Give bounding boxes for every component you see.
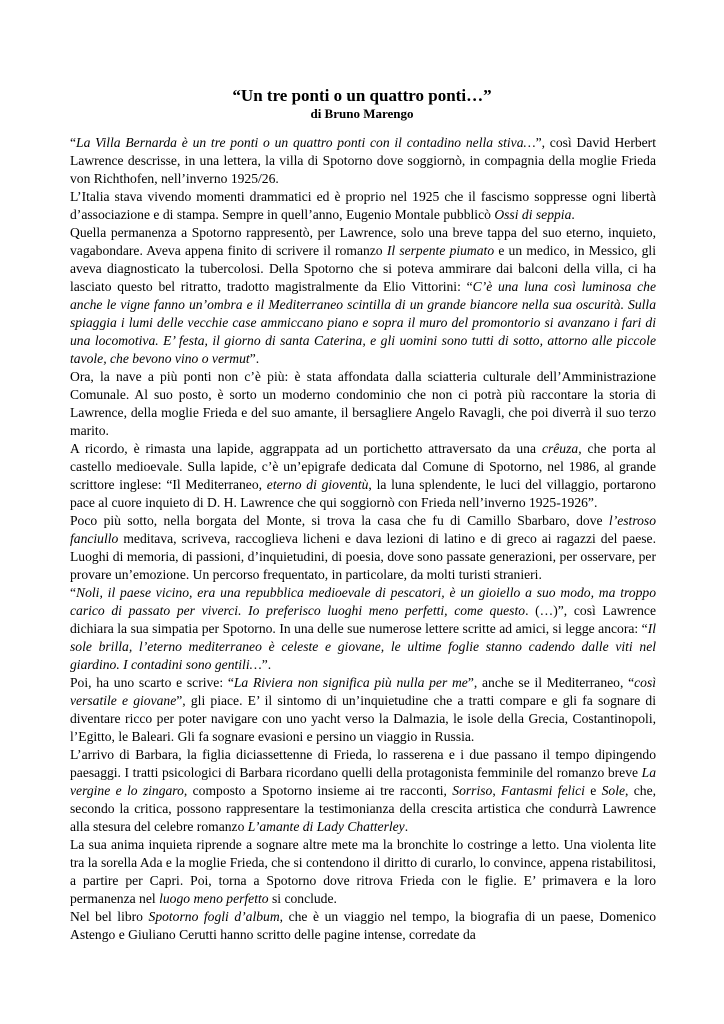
- italic-run: Spotorno fogli d’album: [148, 909, 280, 924]
- paragraph-11: [70, 908, 656, 944]
- paragraph-6: [70, 512, 656, 584]
- italic-run: eterno di gioventù: [266, 477, 369, 492]
- italic-run: La Riviera non significa più nulla per me: [233, 675, 468, 690]
- italic-run: Noli, il paese vicino, era una repubblica medioevale di pescatori, è un gioiello a suo modo, ma troppo carico di passato per viverci. Io preferisco luoghi meno perfetti, come questo: [70, 585, 656, 618]
- text-run: e: [584, 783, 602, 798]
- text-run: , che porta al castello medioevale. Sulla lapide, c’è un’epigrafe dedicata dal Comune di Spotorno, nel 1986, al grande scrittore inglese: “Il Mediterraneo,: [70, 441, 657, 492]
- paragraph-9: [70, 746, 656, 836]
- text-run: , composto a Spotorno insieme ai tre racconti,: [183, 783, 453, 798]
- text-run: , che è un viaggio nel tempo, la biografia di un paese, Domenico Astengo e Giuliano Cerutti hanno scritto delle pagine intense, corredate da: [70, 909, 656, 942]
- italic-run: Sorriso: [452, 783, 493, 798]
- text-run: meditava, scriveva, raccoglieva licheni e dava lezioni di latino e di greco ai ragazzi del paese. Luoghi di memoria, di passioni, d’inquietudini, di poesia, dove sono passate generazioni, per osservare, per provare un’emozione. Un percorso frequentato, in particolare, da molti turisti stranieri.: [70, 531, 656, 582]
- italic-run: Il sole brilla, l’eterno mediterraneo è celeste e giovane, le ultime foglie stanno cadendo dalle viti nel giardino. I contadini sono gentili…: [70, 621, 656, 672]
- text-run: , che, secondo la critica, possono rappresentare la testimonianza della crescita artistica che condurrà Lawrence alla stesura del celebre romanzo: [70, 783, 657, 834]
- italic-run: La vergine e lo zingaro: [70, 765, 656, 798]
- text-run: .: [571, 207, 575, 222]
- italic-run: luogo meno perfetto: [159, 891, 269, 906]
- text-run: ”.: [261, 657, 272, 672]
- italic-run: Il serpente piumato: [386, 243, 495, 258]
- text-run: ,: [492, 783, 502, 798]
- italic-run: La Villa Bernarda è un tre ponti o un quattro ponti con il contadino nella stiva…: [76, 135, 536, 150]
- paragraph-10: [70, 836, 656, 908]
- article-title: “Un tre ponti o un quattro ponti…”: [232, 86, 492, 105]
- text-run: ”.: [249, 351, 260, 366]
- italic-run: l’estroso fanciullo: [70, 513, 656, 546]
- italic-run: Ossi di seppia: [494, 207, 572, 222]
- text-run: L’Italia stava vivendo momenti drammatici ed è proprio nel 1925 che il fascismo soppresse ogni libertà d’associazione e di stampa. Sempre in quell’anno, Eugenio Montale pubblicò: [70, 189, 656, 222]
- italic-run: Sole: [601, 783, 626, 798]
- article-author: di Bruno Marengo: [310, 106, 414, 121]
- text-run: si conclude.: [268, 891, 337, 906]
- text-run: Nel bel libro: [70, 909, 149, 924]
- text-run: ”, gli piace. E’ il sintomo di un’inquietudine che a tratti compare e gli fa sognare di diventare ricco per poter navigare con uno yacht verso la Dalmazia, le isole della Grecia, Costantinopoli, l’Egitto, le Baleari. Gli fa sognare evasioni e persino un viaggio in Russia.: [70, 693, 657, 744]
- paragraph-4: [70, 368, 656, 440]
- italic-run: così versatile e giovane: [70, 675, 657, 708]
- paragraph-2: [70, 188, 656, 224]
- text-run: , la luna splendente, le luci del villaggio, portarono pace al cuore inquieto di D. H. Lawrence che qui soggiornò con Frieda nell’inverno 1925-1926”.: [70, 477, 656, 510]
- text-run: Ora, la nave a più ponti non c’è più: è stata affondata dalla sciatteria culturale dell’Amministrazione Comunale. Al suo posto, è sorto un moderno condominio che non ci potrà più raccontare la storia di Lawrence, della moglie Frieda e del suo amante, il bersagliere Angelo Ravagli, che poi diverrà il suo terzo marito.: [70, 369, 656, 438]
- paragraph-5: [70, 440, 656, 512]
- text-run: L’arrivo di Barbara, la figlia diciassettenne di Frieda, lo rasserena e i due passano il tempo dipingendo paesaggi. I tratti psicologici di Barbara ricordano quelli della protagonista femminile del romanzo breve: [70, 747, 656, 780]
- text-run: ”, così David Herbert Lawrence descrisse, in una lettera, la villa di Spotorno dove soggiornò, in compagnia della moglie Frieda von Richthofen, nell’inverno 1925/26.: [70, 135, 656, 186]
- text-run: ”, anche se il Mediterraneo, “: [467, 675, 635, 690]
- text-run: La sua anima inquieta riprende a sognare altre mete ma la bronchite lo costringe a letto. Una violenta lite tra la sorella Ada e la moglie Frieda, che si contendono il diritto di curarlo, lo convince, appena ristabilitosi, a partire per Capri. Poi, torna a Spotorno dove ritrova Frieda con le figlie. E’ primavera e la loro permanenza nel: [70, 837, 656, 906]
- text-run: e un medico, in Messico, gli aveva diagnosticato la tubercolosi. Della Spotorno che si poteva ammirare dai balconi della villa, ci ha lasciato questo bel ritratto, tradotto magistralmente da Elio Vittorini: “: [70, 243, 656, 294]
- text-run: “: [70, 135, 77, 150]
- article-body: [70, 134, 656, 944]
- text-run: Poco più sotto, nella borgata del Monte, si trova la casa che fu di Camillo Sbarbaro, dove: [70, 513, 609, 528]
- text-run: .: [404, 819, 409, 834]
- paragraph-3: [70, 224, 656, 368]
- paragraph-7: [70, 584, 656, 674]
- italic-run: Fantasmi felici: [501, 783, 585, 798]
- text-run: . (…)”, così Lawrence dichiara la sua simpatia per Spotorno. In una delle sue numerose lettere scritte ad amici, si legge ancora: “: [70, 603, 656, 636]
- text-run: Poi, ha uno scarto e scrive: “: [70, 675, 234, 690]
- italic-run: C’è una luna così luminosa che anche le vigne fanno un’ombra e il Mediterraneo scintilla di un grande biancore nella sua oscurità. Sulla spiaggia i lumi delle vecchie case ammiccano piano e sopra il muro del promontorio si avanzano i fari di una locomotiva. E’ festa, il giorno di santa Caterina, e gli uomini sono tutti di sotto, attorno alle piccole tavole, che bevono vino o vermut: [70, 279, 656, 366]
- paragraph-1: [70, 134, 656, 188]
- text-run: Quella permanenza a Spotorno rappresentò, per Lawrence, solo una breve tappa del suo eterno, inquieto, vagabondare. Aveva appena finito di scrivere il romanzo: [70, 225, 656, 258]
- italic-run: crêuza: [541, 441, 579, 456]
- text-run: A ricordo, è rimasta una lapide, aggrappata ad un portichetto attraversato da una: [70, 441, 542, 456]
- text-run: “: [70, 585, 77, 600]
- article-header: [0, 86, 724, 122]
- italic-run: L’amante di Lady Chatterley: [247, 819, 405, 834]
- paragraph-8: [70, 674, 656, 746]
